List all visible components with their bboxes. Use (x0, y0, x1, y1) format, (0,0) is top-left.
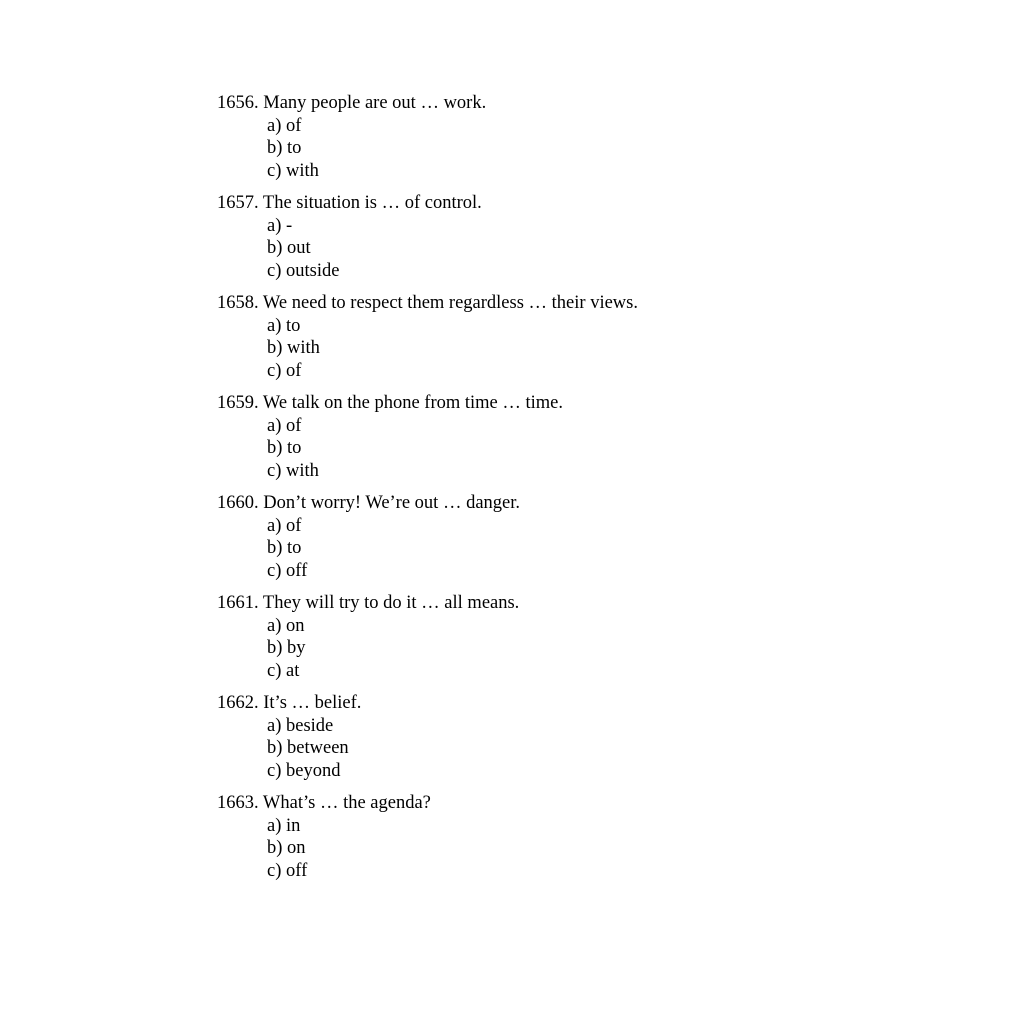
option-letter: b) (267, 838, 283, 858)
option-letter: b) (267, 138, 283, 158)
option-a (267, 815, 977, 838)
option-letter: a) (267, 815, 282, 836)
question-item (217, 692, 977, 782)
option-letter: c) (267, 260, 282, 281)
option-letter: a) (267, 515, 282, 536)
question-text: Many people are out … work. (263, 93, 487, 113)
option-text: of (286, 515, 302, 536)
option-letter: a) (267, 615, 282, 636)
option-letter: c) (267, 460, 282, 481)
question-text: They will try to do it … all means. (262, 593, 520, 613)
option-b (267, 137, 977, 160)
option-list (217, 615, 977, 683)
question-number: 1660. (217, 493, 259, 513)
option-text: off (286, 560, 308, 581)
option-text: to (286, 315, 301, 336)
option-letter: b) (267, 338, 283, 358)
option-a (267, 515, 977, 538)
option-b (267, 337, 977, 360)
option-letter: b) (267, 238, 283, 258)
option-b (267, 837, 977, 860)
question-stem (217, 192, 977, 215)
option-text: with (287, 338, 320, 358)
option-letter: c) (267, 360, 282, 381)
option-c (267, 460, 977, 483)
question-item (217, 92, 977, 182)
option-text: on (287, 838, 306, 858)
option-c (267, 860, 977, 883)
option-text: by (287, 638, 306, 658)
option-text: in (286, 815, 301, 836)
question-stem (217, 592, 977, 615)
option-list (217, 115, 977, 183)
option-list (217, 815, 977, 883)
question-stem (217, 492, 977, 515)
option-letter: a) (267, 115, 282, 136)
option-text: to (287, 438, 302, 458)
question-text: What’s … the agenda? (262, 793, 431, 813)
question-number: 1661. (217, 593, 259, 613)
question-stem (217, 792, 977, 815)
option-letter: b) (267, 638, 283, 658)
option-text: - (286, 215, 293, 236)
option-text: with (286, 160, 319, 181)
question-text: The situation is … of control. (262, 193, 482, 213)
option-letter: a) (267, 715, 282, 736)
option-letter: a) (267, 415, 282, 436)
option-c (267, 660, 977, 683)
option-b (267, 637, 977, 660)
option-c (267, 560, 977, 583)
question-item (217, 792, 977, 882)
option-letter: b) (267, 538, 283, 558)
question-stem (217, 392, 977, 415)
option-list (217, 215, 977, 283)
option-text: between (287, 738, 349, 758)
option-text: with (286, 460, 319, 481)
option-list (217, 415, 977, 483)
question-list (217, 92, 977, 892)
option-b (267, 437, 977, 460)
option-c (267, 260, 977, 283)
option-letter: c) (267, 760, 282, 781)
option-text: of (286, 115, 302, 136)
option-letter: a) (267, 215, 282, 236)
option-text: of (286, 415, 302, 436)
option-letter: c) (267, 560, 282, 581)
option-text: beside (286, 715, 334, 736)
option-b (267, 537, 977, 560)
option-text: of (286, 360, 302, 381)
question-text: We talk on the phone from time … time. (262, 393, 564, 413)
option-list (217, 315, 977, 383)
option-a (267, 415, 977, 438)
option-a (267, 615, 977, 638)
option-letter: c) (267, 660, 282, 681)
option-c (267, 760, 977, 783)
option-text: out (287, 238, 311, 258)
option-text: to (287, 538, 302, 558)
option-letter: c) (267, 160, 282, 181)
option-letter: c) (267, 860, 282, 881)
question-text: It’s … belief. (263, 693, 362, 713)
option-c (267, 160, 977, 183)
option-c (267, 360, 977, 383)
question-stem (217, 692, 977, 715)
question-number: 1662. (217, 693, 259, 713)
option-a (267, 115, 977, 138)
option-a (267, 215, 977, 238)
question-text: Don’t worry! We’re out … danger. (263, 493, 521, 513)
option-text: off (286, 860, 308, 881)
option-b (267, 737, 977, 760)
question-number: 1656. (217, 93, 259, 113)
option-letter: b) (267, 738, 283, 758)
option-list (217, 515, 977, 583)
question-stem (217, 292, 977, 315)
option-letter: a) (267, 315, 282, 336)
option-a (267, 315, 977, 338)
question-text: We need to respect them regardless … their views. (262, 293, 638, 313)
question-number: 1657. (217, 193, 259, 213)
option-letter: b) (267, 438, 283, 458)
option-list (217, 715, 977, 783)
option-b (267, 237, 977, 260)
question-item (217, 392, 977, 482)
option-text: on (286, 615, 305, 636)
question-item (217, 192, 977, 282)
option-a (267, 715, 977, 738)
question-item (217, 592, 977, 682)
question-number: 1659. (217, 393, 259, 413)
option-text: to (287, 138, 302, 158)
option-text: at (286, 660, 300, 681)
question-number: 1663. (217, 793, 259, 813)
option-text: beyond (286, 760, 341, 781)
option-text: outside (286, 260, 340, 281)
question-item (217, 492, 977, 582)
question-item (217, 292, 977, 382)
question-stem (217, 92, 977, 115)
question-number: 1658. (217, 293, 259, 313)
